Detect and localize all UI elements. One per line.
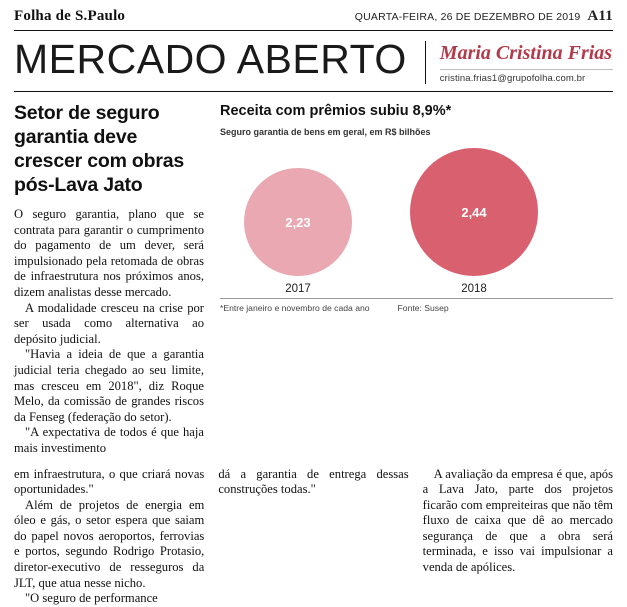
column-left [14,101,204,457]
bubble-2018: 2,44 [410,148,538,276]
paragraph: "O seguro de performance [25,591,158,606]
columnist-name: Maria Cristina Frias [439,42,613,64]
article-continuation [14,457,613,607]
masthead [14,8,613,28]
section-title: MERCADO ABERTO [14,36,407,82]
chart-footnotes [220,299,613,313]
issue-date: QUARTA-FEIRA, 26 DE DEZEMBRO DE 2019 [354,11,581,23]
paragraph: "Havia a ideia de que a garantia judicial teria chegado ao seu limite, mas cresceu em 2018", diz Roque Melo, da comissão de grandes riscos da Fenseg (federação do setor). [14,347,204,424]
column-3 [423,467,613,607]
paragraph: Além de projetos de energia em óleo e gás, o setor espera que saiam do papel novos aeroportos, ferrovias e portos, segundo Rodrigo Protasio, diretor-executivo de resseguros da JLT, que atua nesse nicho. [14,497,205,590]
bubble-label-2018: 2018 [461,283,487,295]
chart-title: Receita com prêmios subiu 8,9%* [220,103,452,119]
bubble-chart-area [220,147,613,295]
section-header [14,31,613,91]
chart-subtitle: Seguro garantia de bens em geral, em R$ bilhões [220,127,431,137]
paragraph: A modalidade cresceu na crise por ser usada como alternativa ao depósito judicial. [14,300,204,346]
paragraph: "A expectativa de todos é que haja mais investimento [14,425,204,455]
column-1 [14,467,204,607]
article-body [14,92,613,457]
column-2 [218,467,408,607]
chart [218,103,613,313]
publication-logo: Folha de S.Paulo [14,8,126,24]
page-number: A11 [587,8,613,24]
masthead-meta [355,8,613,25]
bubble-2017: 2,23 [244,168,352,276]
bubble-group-2018 [410,148,538,295]
columnist-block [425,41,613,84]
paragraph: dá a garantia de entrega dessas construções todas." [218,466,409,497]
paragraph: O seguro garantia, plano que se contrata para garantir o cumprimento do pagamento de um dever, será impulsionado pela retomada de obras de infraestrutura nos próximos anos, dizem analistas desse mercado. [14,207,204,299]
columnist-email[interactable]: cristina.frias1@grupofolha.com.br [440,69,613,84]
paragraph: A avaliação da empresa é que, após a Lava Jato, parte dos projetos ficarão com empreiteiras que não têm fluxo de caixa que dê ao mercado segurança de que a obra será terminada, e isso vai impulsionar a venda de apólices. [422,466,613,575]
article-headline: Setor de seguro garantia deve crescer com obras pós-Lava Jato [14,102,185,196]
paragraph: em infraestrutura, o que criará novas oportunidades." [14,466,205,497]
bubble-label-2017: 2017 [285,283,311,295]
column-right [218,101,613,457]
bubble-group-2017 [244,168,352,295]
chart-note: *Entre janeiro e novembro de cada ano [220,303,370,313]
chart-source: Fonte: Susep [397,303,449,313]
